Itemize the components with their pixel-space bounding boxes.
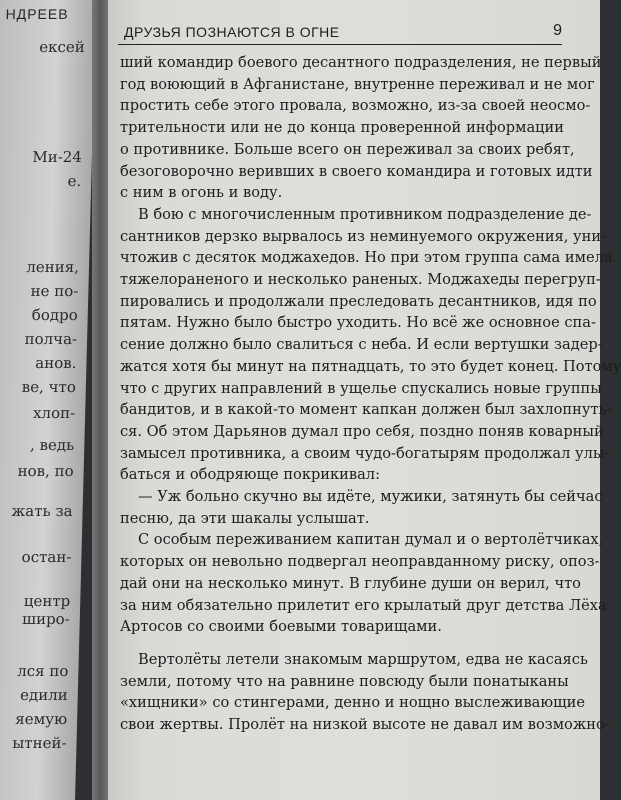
text-line: земли, потому что на равнине повсюду были понатыканы bbox=[120, 672, 569, 690]
body-text bbox=[120, 52, 621, 736]
text-line: «хищники» со стингерами, денно и нощно выслеживающие bbox=[120, 694, 586, 712]
page-number: 9 bbox=[553, 22, 562, 39]
text-line: Вертолёты летели знакомым маршрутом, едва не касаясь bbox=[138, 650, 588, 668]
left-page-fragment: , ведь bbox=[29, 436, 75, 454]
left-page-fragment: анов. bbox=[35, 354, 77, 372]
text-line: баться и ободряюще покрикивал: bbox=[120, 466, 380, 484]
left-page-fragment: е. bbox=[67, 172, 82, 190]
running-header bbox=[118, 22, 562, 45]
text-line: за ним обязательно прилетит его крылатый друг детства Лёха bbox=[120, 596, 607, 614]
text-line: трительности или не до конца проверенной информации bbox=[120, 119, 564, 137]
text-line: о противнике. Больше всего он переживал за своих ребят, bbox=[120, 140, 575, 158]
paragraph bbox=[120, 486, 603, 529]
right-page bbox=[108, 0, 621, 800]
left-page-fragment: ве, что bbox=[21, 378, 77, 396]
text-line: С особым переживанием капитан думал и о вертолётчиках, bbox=[138, 531, 604, 549]
text-line: В бою с многочисленным противником подразделение де- bbox=[138, 205, 592, 223]
left-page-header: НДРЕЕВ bbox=[5, 6, 69, 22]
left-page-fragment: нов, по bbox=[17, 462, 74, 480]
left-page-fragment: ления, bbox=[26, 258, 80, 276]
left-page-fragment: едили bbox=[19, 686, 69, 704]
paragraph bbox=[120, 204, 621, 486]
text-line: жатся хотя бы минут на пятнадцать, то это будет конец. Потому bbox=[120, 357, 621, 375]
paragraph bbox=[120, 529, 607, 638]
left-page-fragment: полча- bbox=[24, 330, 78, 348]
paragraph bbox=[120, 649, 610, 736]
left-page-fragment: яемую bbox=[15, 710, 68, 728]
text-line: с ним в огонь и воду. bbox=[120, 184, 283, 202]
left-page-fragment: ытней- bbox=[12, 734, 67, 752]
text-line: пировались и продолжали преследовать десантников, идя по bbox=[120, 292, 597, 310]
text-line: дай они на несколько минут. В глубине души он верил, что bbox=[120, 574, 581, 592]
text-line: год воюющий в Афганистане, внутренне переживал и не мог bbox=[120, 75, 595, 93]
left-page-fragment: центр bbox=[23, 592, 71, 610]
text-line: тяжелораненого и несколько раненых. Моджахеды перегруп- bbox=[120, 271, 601, 289]
left-page-fragment: ексей bbox=[39, 38, 86, 56]
text-line: Артосов со своими боевыми товарищами. bbox=[120, 618, 442, 636]
text-line: ся. Об этом Дарьянов думал про себя, поздно поняв коварный bbox=[120, 422, 604, 440]
text-line: сение должно было свалиться с неба. И если вертушки задер- bbox=[120, 336, 603, 354]
text-line: ший командир боевого десантного подразделения, не первый bbox=[120, 54, 602, 71]
text-line: что с других направлений в ущелье спускались новые группы bbox=[120, 379, 602, 397]
chapter-title: ДРУЗЬЯ ПОЗНАЮТСЯ В ОГНЕ bbox=[124, 24, 340, 40]
left-page-fragment: не по- bbox=[30, 282, 79, 300]
text-line: — Уж больно скучно вы идёте, мужики, затянуть бы сейчас bbox=[138, 488, 603, 506]
text-line: свои жертвы. Пролёт на низкой высоте не давал им возможно- bbox=[120, 716, 610, 734]
left-page-fragment: бодро bbox=[31, 306, 78, 324]
text-line: сантников дерзко вырвалось из неминуемого окружения, уни- bbox=[120, 227, 606, 245]
text-line: простить себе этого провала, возможно, из-за своей неосмо- bbox=[120, 97, 591, 115]
text-line: чтожив с десяток моджахедов. Но при этом группа сама имела bbox=[120, 249, 613, 267]
left-page-fragment: ширo- bbox=[21, 610, 71, 628]
text-line: безоговорочно веривших в своего командира и готовых идти bbox=[120, 162, 593, 180]
left-page-fragment: остан- bbox=[21, 548, 72, 566]
text-line: пятам. Нужно было быстро уходить. Но всё же основное спа- bbox=[120, 314, 596, 332]
paragraph bbox=[120, 52, 602, 204]
text-line: песню, да эти шакалы услышат. bbox=[120, 509, 370, 527]
left-page-edge bbox=[0, 0, 96, 800]
text-line: замысел противника, а своим чудо-богатырям продолжал улы- bbox=[120, 444, 610, 462]
left-page-fragment: жать за bbox=[11, 502, 73, 520]
text-line: бандитов, и в какой-то момент капкан должен был захлопнуть- bbox=[120, 401, 612, 419]
left-page-fragment: хлоп- bbox=[32, 404, 76, 422]
left-page-fragment: Ми-24 bbox=[32, 148, 83, 166]
left-page-fragment: лся по bbox=[16, 662, 69, 680]
text-line: которых он невольно подвергал неоправданному риску, опоз- bbox=[120, 553, 600, 571]
